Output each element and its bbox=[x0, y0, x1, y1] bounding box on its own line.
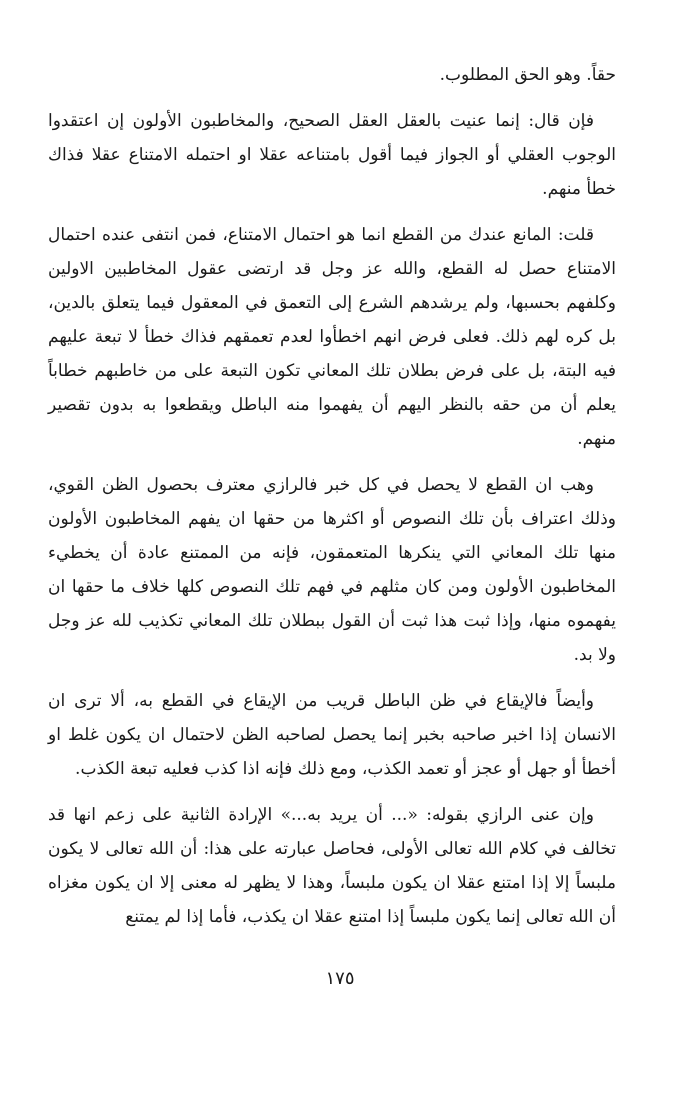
paragraph: وأيضاً فالإيقاع في ظن الباطل قريب من الإيقاع في القطع به، ألا ترى ان الانسان إذا اخبر صاحبه بخبر إنما يحصل لصاحبه الظن لاحتمال ان يكون غلط او أخطأ أو جهل أو عجز أو تعمد الكذب، ومع ذلك فإنه اذا كذب فعليه تبعة الكذب. bbox=[48, 691, 616, 779]
main-text bbox=[48, 58, 616, 946]
paragraph: وإن عنى الرازي بقوله: «... أن يريد به...» الإرادة الثانية على زعم انها قد تخالف في كلام الله تعالى الأولى، فحاصل عبارته على هذا: أن الله تعالى لا يكون ملبساً إلا إذا امتنع عقلا ان يكون ملبساً، وهذا لا يظهر له معنى إلا ان يكون مغزاه أن الله تعالى إنما يكون ملبساً إذا امتنع عقلا ان يكذب، فأما إذا لم يمتنع bbox=[48, 805, 616, 927]
paragraph: وهب ان القطع لا يحصل في كل خبر فالرازي معترف بحصول الظن القوي، وذلك اعتراف بأن تلك النصوص أو اكثرها من حقها ان يفهم المخاطبون الأولون منها تلك المعاني التي ينكرها المتعمقون، فإنه من الممتنع عادة أن يخطيء المخاطبون الأولون ومن كان مثلهم في فهم تلك النصوص كلها خلاف ما حقها ان يفهموه منها، وإذا ثبت هذا ثبت أن القول ببطلان تلك المعاني تكذيب لله عز وجل ولا بد. bbox=[48, 475, 616, 665]
page-number: ١٧٥ bbox=[325, 968, 355, 989]
paragraph: فإن قال: إنما عنيت بالعقل العقل الصحيح، والمخاطبون الأولون إن اعتقدوا الوجوب العقلي أو الجواز فيما أقول بامتناعه عقلا او احتمله الامتناع عقلا فذاك خطأ منهم. bbox=[48, 111, 616, 199]
paragraph: حقاً. وهو الحق المطلوب. bbox=[439, 65, 616, 85]
paragraph: قلت: المانع عندك من القطع انما هو احتمال الامتناع، فمن انتفى عنده احتمال الامتناع حصل له القطع، والله عز وجل قد ارتضى عقول المخاطبين الاولين وكلفهم بحسبها، ولم يرشدهم الشرع إلى التعمق في المعقول فيما يتعلق بالدين، بل كره لهم ذلك. فعلى فرض انهم اخطأوا لعدم تعمقهم فذاك خطأ لا تبعة عليهم فيه البتة، بل على فرض بطلان تلك المعاني تكون التبعة على من خاطبهم خطاباً يعلم أن من حقه بالنظر اليهم أن يفهموا منه الباطل ويقطعوا به بدون تقصير منهم. bbox=[48, 225, 616, 449]
